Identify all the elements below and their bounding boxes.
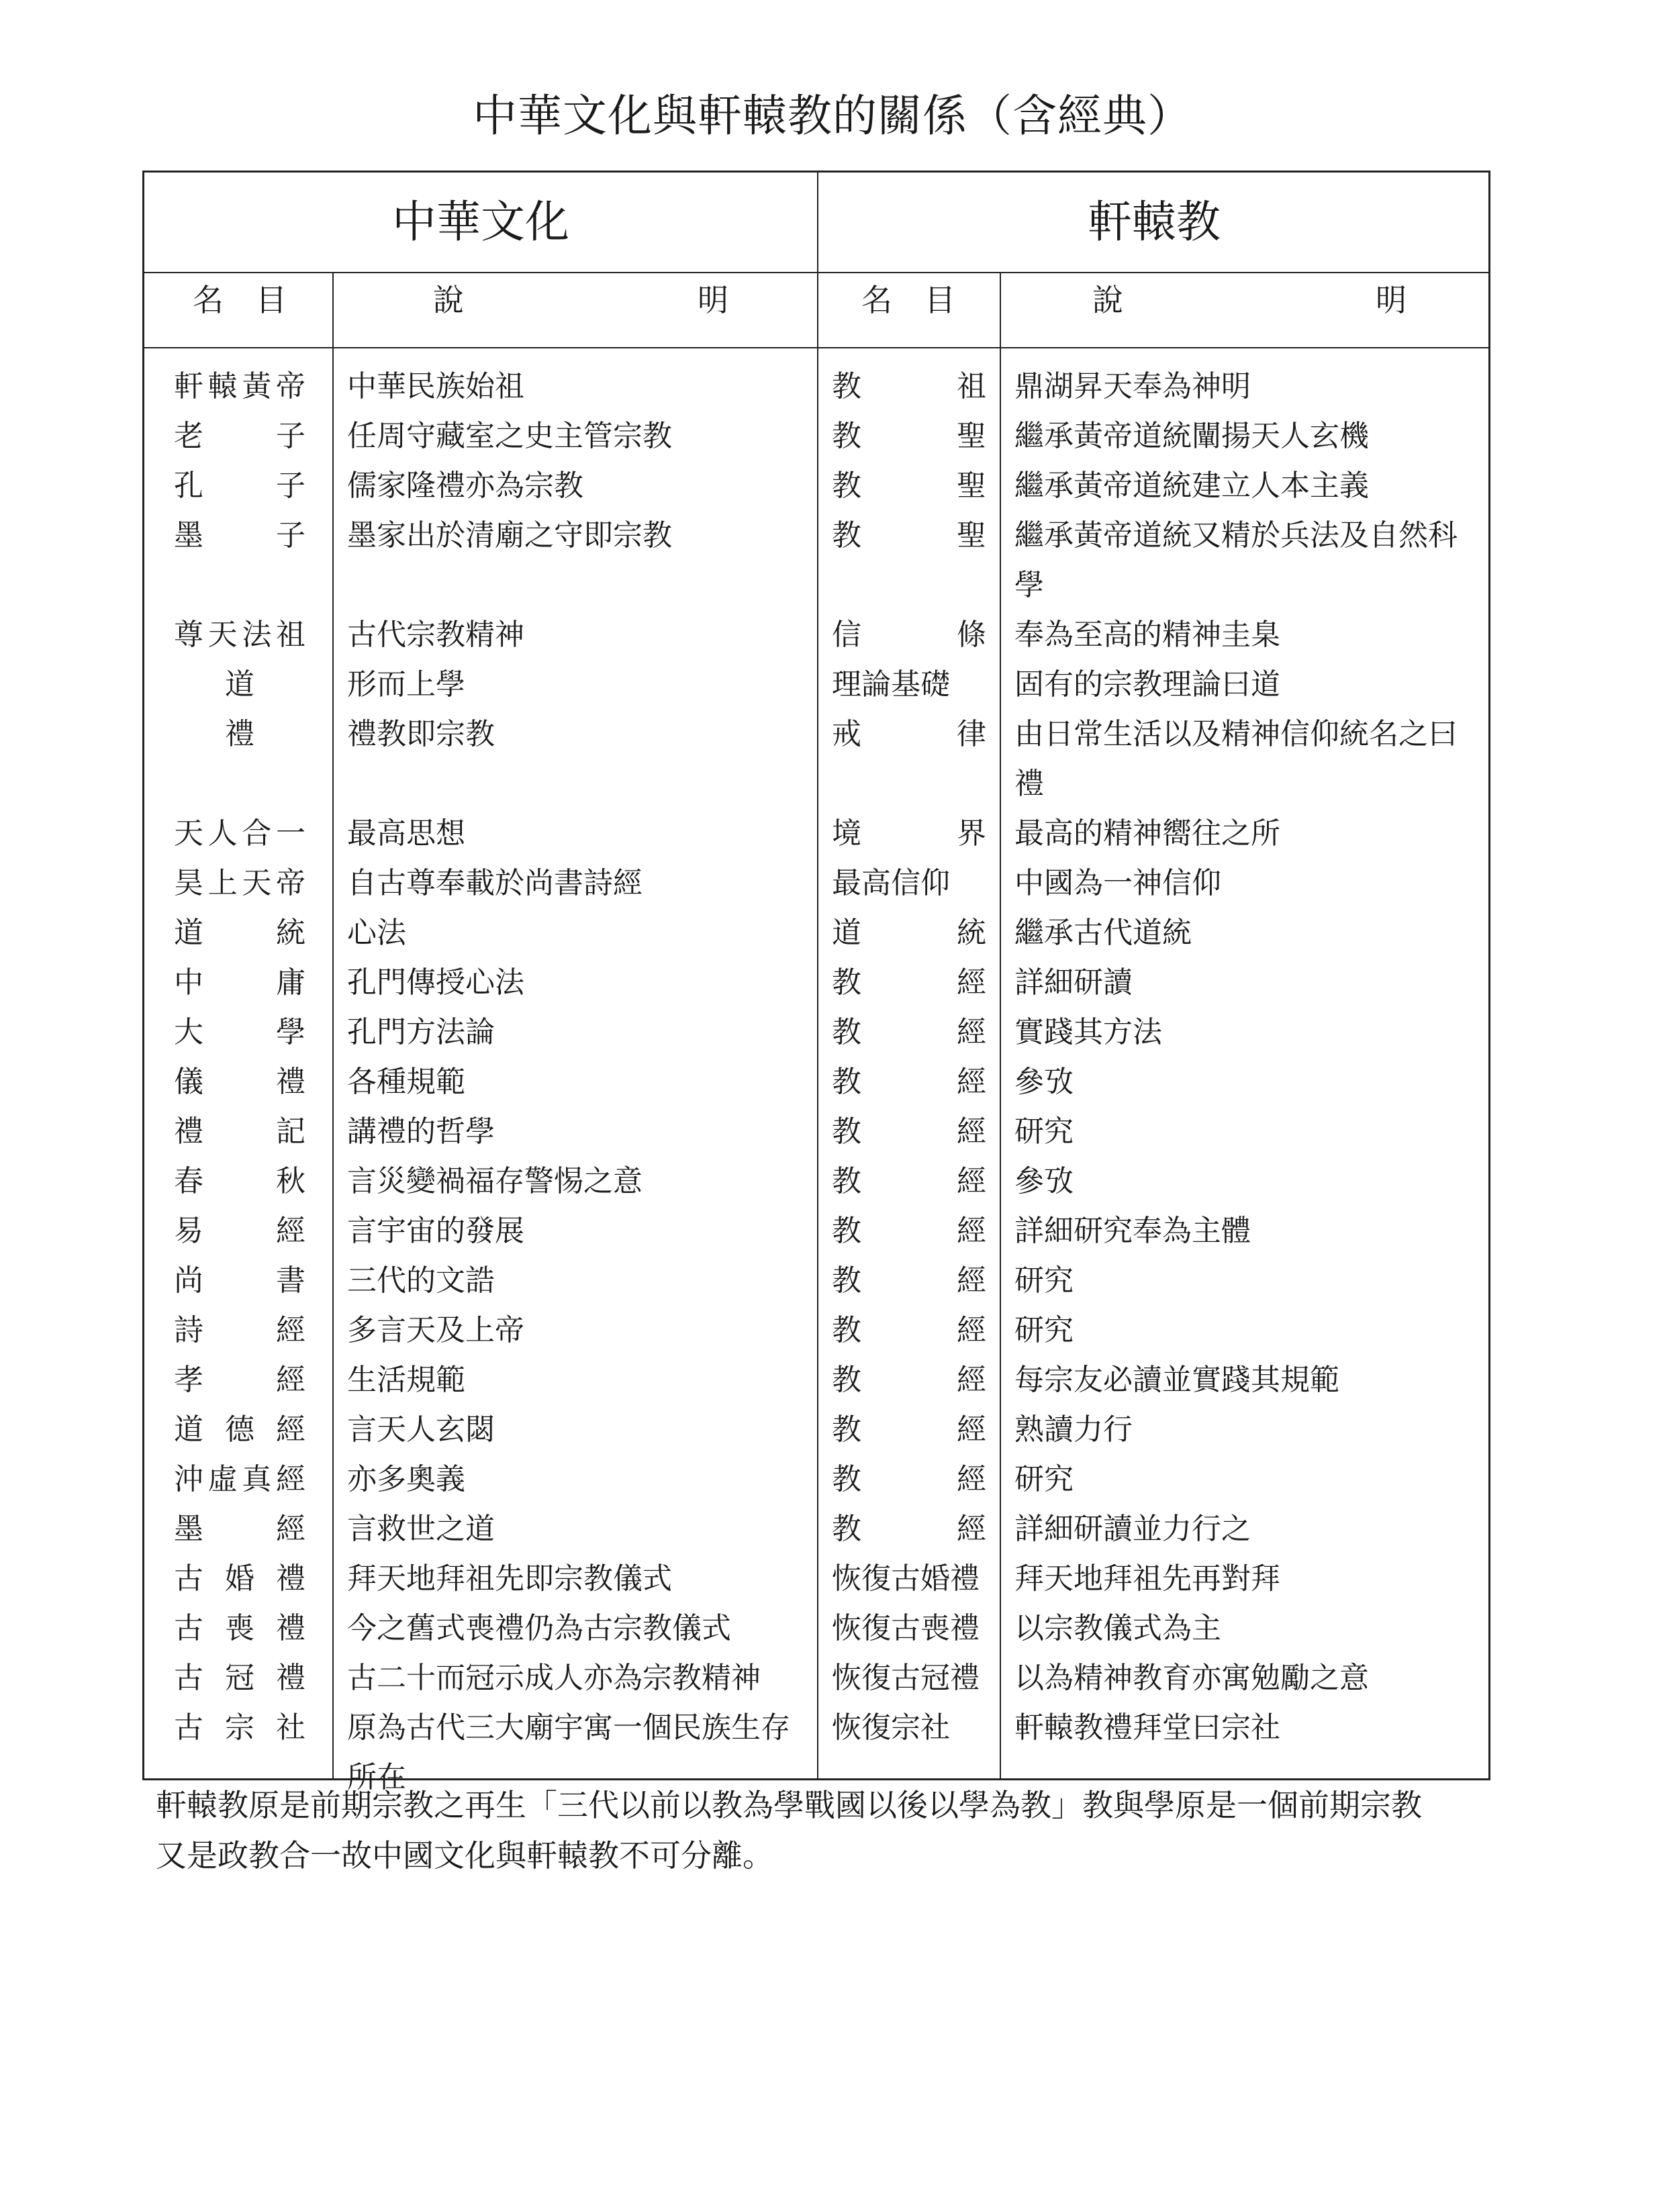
right-desc-cell: 詳細研讀 (1014, 965, 1133, 1000)
left-desc-cell: 墨家出於清廟之守即宗教 (347, 518, 672, 552)
left-desc-cell: 自古尊奉載於尚書詩經 (347, 866, 643, 900)
right-name-cell (832, 1405, 986, 1455)
right-name-cell-char: 律 (957, 717, 986, 751)
right-name-cell (832, 412, 986, 461)
right-name-cell: 恢復宗社 (832, 1711, 950, 1745)
right-desc-header (1092, 273, 1407, 347)
left-name-cell-char: 天 (242, 866, 272, 900)
right-name-cell (832, 809, 986, 859)
right-name-cell-char: 經 (957, 1462, 986, 1496)
left-desc-cell: 拜天地拜祖先即宗教儀式 (347, 1561, 672, 1596)
col-desc-char: 明 (698, 282, 728, 318)
right-name-cell (832, 1355, 986, 1405)
left-name-cell (174, 958, 305, 1008)
right-desc-cell: 實踐其方法 (1014, 1015, 1162, 1049)
section-header-xuanyuan: 軒轅教 (1088, 196, 1221, 248)
left-name-cell-char: 墨 (174, 518, 203, 552)
left-name-cell-char: 天 (174, 816, 203, 851)
left-name-cell (174, 809, 305, 859)
right-name-cell (832, 1008, 986, 1057)
left-name-cell (174, 1405, 305, 1455)
right-name-cell-char: 界 (957, 816, 986, 851)
left-name-cell-char: 古 (174, 1711, 203, 1745)
right-name-cell-char: 經 (957, 1015, 986, 1049)
left-desc-cell: 任周守藏室之史主管宗教 (347, 419, 672, 453)
section-header-chinese-culture: 中華文化 (392, 196, 569, 248)
right-name-cell (832, 1306, 986, 1355)
left-name-cell-char: 尚 (174, 1263, 203, 1298)
left-desc-cell: 孔門傳授心法 (347, 965, 524, 1000)
left-name-cell-char: 易 (174, 1214, 203, 1248)
right-desc-cell: 繼承黃帝道統又精於兵法及自然科 (1014, 518, 1458, 552)
left-name-cell (174, 1504, 305, 1554)
left-name-cell (174, 1306, 305, 1355)
left-name-cell-char: 經 (275, 1462, 305, 1496)
right-name-cell-char: 祖 (957, 369, 986, 403)
right-desc-cell: 拜天地拜祖先再對拜 (1014, 1561, 1280, 1596)
left-desc-cell: 多言天及上帝 (347, 1313, 524, 1347)
left-name-cell (174, 1355, 305, 1405)
right-name-cell-char: 教 (832, 1412, 861, 1447)
right-desc-cell: 以宗教儀式為主 (1014, 1611, 1221, 1645)
right-desc-cell: 以為精神教育亦寓勉勵之意 (1014, 1661, 1369, 1695)
right-name-cell-char: 統 (957, 916, 986, 950)
right-desc-cell: 每宗友必讀並實踐其規範 (1014, 1363, 1339, 1397)
left-name-cell (174, 461, 305, 511)
col-name-char: 目 (924, 282, 955, 318)
left-name-cell-char: 古 (174, 1611, 203, 1645)
left-name-cell-char: 一 (275, 816, 305, 851)
left-name-cell-char: 喪 (225, 1611, 254, 1645)
left-name-cell-char: 黃 (242, 369, 272, 403)
right-desc-cell: 研究 (1014, 1462, 1074, 1496)
left-name-cell-char: 子 (276, 419, 305, 453)
left-name-header (193, 273, 287, 347)
left-name-cell-char: 軒 (174, 369, 203, 403)
right-name-cell-char: 教 (832, 965, 861, 1000)
right-desc-cell: 固有的宗教理論曰道 (1014, 667, 1280, 702)
right-desc-cell: 詳細研讀並力行之 (1014, 1512, 1251, 1546)
col-name-char: 名 (193, 282, 224, 318)
right-name-cell (832, 1256, 986, 1306)
left-name-cell (174, 1604, 305, 1653)
left-name-cell (174, 1206, 305, 1256)
left-name-cell-char: 合 (242, 816, 272, 851)
left-desc-cell: 各種規範 (347, 1065, 465, 1099)
footer-note (156, 1780, 1498, 1881)
left-desc-cell: 中華民族始祖 (347, 369, 524, 403)
left-name-cell-char: 昊 (174, 866, 203, 900)
right-name-cell-char: 教 (832, 469, 861, 503)
right-name-cell-char: 教 (832, 1114, 861, 1149)
right-desc-cell: 研究 (1014, 1263, 1074, 1298)
right-name-cell-char: 教 (832, 1512, 861, 1546)
left-name-cell (174, 511, 305, 561)
right-name-cell-char: 教 (832, 1015, 861, 1049)
left-desc-cell: 言天人玄閟 (347, 1412, 495, 1447)
right-name-cell-char: 經 (957, 1214, 986, 1248)
right-name-cell: 恢復古冠禮 (832, 1661, 980, 1695)
left-desc-cell: 禮教即宗教 (347, 717, 495, 751)
left-name-cell-char: 墨 (174, 1512, 203, 1546)
left-desc-cell: 言宇宙的發展 (347, 1214, 524, 1248)
right-desc-cell: 研究 (1014, 1313, 1074, 1347)
left-name-cell-char: 帝 (275, 866, 305, 900)
left-name-cell (174, 1653, 305, 1703)
right-name-cell-char: 教 (832, 1363, 861, 1397)
left-name-cell-char: 古 (174, 1561, 203, 1596)
right-name-cell (832, 710, 986, 759)
right-desc-cell: 繼承黃帝道統闡揚天人玄機 (1014, 419, 1369, 453)
right-name-cell-char: 教 (832, 1462, 861, 1496)
left-name-cell (174, 1256, 305, 1306)
left-desc-cell: 言災變禍福存警惕之意 (347, 1164, 643, 1198)
col-name-char: 目 (256, 282, 287, 318)
left-name-cell-char: 上 (207, 866, 238, 900)
right-name-cell: 理論基礎 (832, 667, 950, 702)
right-name-cell-char: 經 (957, 1065, 986, 1099)
right-name-cell-char: 教 (832, 419, 861, 453)
right-desc-cell: 熟讀力行 (1014, 1412, 1133, 1447)
column-header-rule (144, 347, 1488, 348)
left-name-cell-char: 經 (276, 1313, 305, 1347)
left-name-cell (174, 1455, 305, 1504)
left-name-cell-char: 大 (174, 1015, 203, 1049)
left-name-cell-char: 社 (276, 1711, 305, 1745)
left-desc-cell: 生活規範 (347, 1363, 465, 1397)
left-name-cell-char: 經 (276, 1512, 305, 1546)
left-desc-cell: 古二十而冠示成人亦為宗教精神 (347, 1661, 761, 1695)
right-name-cell: 最高信仰 (832, 866, 950, 900)
right-name-cell (832, 1057, 986, 1107)
left-name-cell-char: 禮 (174, 1114, 203, 1149)
left-name-cell-char: 沖 (174, 1462, 203, 1496)
left-name-cell (174, 362, 305, 412)
center-divider (817, 173, 818, 1778)
left-name-cell-char: 禮 (276, 1661, 305, 1695)
right-desc-cell: 研究 (1014, 1114, 1074, 1149)
left-desc-cell: 最高思想 (347, 816, 465, 851)
right-name-cell (832, 610, 986, 660)
left-name-cell-char: 冠 (225, 1661, 254, 1695)
right-name-cell-char: 教 (832, 1164, 861, 1198)
right-name-cell-char: 教 (832, 1214, 861, 1248)
col-name-char: 名 (861, 282, 892, 318)
left-name-cell-char: 經 (276, 1214, 305, 1248)
left-desc-cell: 今之舊式喪禮仍為古宗教儀式 (347, 1611, 731, 1645)
left-name-cell (174, 1703, 305, 1753)
right-name-cell-char: 經 (957, 965, 986, 1000)
left-name-cell-char: 禮 (276, 1065, 305, 1099)
left-desc-cell: 古代宗教精神 (347, 618, 524, 652)
right-name-cell-char: 條 (957, 618, 986, 652)
left-name-cell-char: 德 (225, 1412, 254, 1447)
left-name-cell (174, 1157, 305, 1206)
left-name-cell-char: 秋 (276, 1164, 305, 1198)
right-name-cell (832, 1455, 986, 1504)
right-name-cell-char: 教 (832, 1263, 861, 1298)
right-desc-cell: 參攷 (1014, 1065, 1074, 1099)
left-desc-cell: 三代的文誥 (347, 1263, 495, 1298)
left-col-divider (332, 272, 334, 1778)
right-col-divider (1000, 272, 1001, 1778)
left-name-cell-char: 老 (174, 419, 203, 453)
left-name-cell-char: 真 (242, 1462, 272, 1496)
left-name-cell-char: 經 (276, 1363, 305, 1397)
left-name-cell-char: 道 (174, 916, 203, 950)
right-name-cell: 恢復古婚禮 (832, 1561, 980, 1596)
left-name-cell: 道 (225, 667, 254, 702)
left-name-cell-char: 祖 (275, 618, 305, 652)
left-name-cell-char: 禮 (276, 1561, 305, 1596)
left-name-cell-char: 尊 (174, 618, 203, 652)
right-name-cell-char: 經 (957, 1363, 986, 1397)
left-desc-header (433, 273, 728, 347)
right-desc-cell-cont: 學 (1014, 568, 1044, 602)
left-name-cell-char: 經 (276, 1412, 305, 1447)
left-name-cell-char: 統 (276, 916, 305, 950)
right-desc-cell: 奉為至高的精神圭臬 (1014, 618, 1280, 652)
left-name-cell-char: 儀 (174, 1065, 203, 1099)
left-name-cell (174, 1107, 305, 1157)
left-name-cell (174, 412, 305, 461)
left-name-cell-char: 子 (276, 518, 305, 552)
left-name-cell (174, 1008, 305, 1057)
right-name-cell (832, 1504, 986, 1554)
right-name-cell-char: 教 (832, 1313, 861, 1347)
left-name-cell-char: 虛 (207, 1462, 238, 1496)
left-name-cell-char: 轅 (207, 369, 238, 403)
right-name-cell-char: 經 (957, 1313, 986, 1347)
left-name-cell-char: 古 (174, 1661, 203, 1695)
right-name-cell-char: 經 (957, 1512, 986, 1546)
left-desc-cell: 心法 (347, 916, 406, 950)
right-desc-cell: 繼承黃帝道統建立人本主義 (1014, 469, 1369, 503)
left-desc-cell: 原為古代三大廟宇寓一個民族生存 (347, 1711, 790, 1745)
left-name-cell-char: 人 (207, 816, 238, 851)
left-name-cell-char: 天 (207, 618, 238, 652)
right-name-cell (832, 511, 986, 561)
right-name-cell-char: 經 (957, 1114, 986, 1149)
right-desc-cell: 鼎湖昇天奉為神明 (1014, 369, 1251, 403)
left-name-cell-char: 婚 (225, 1561, 254, 1596)
right-desc-cell: 詳細研究奉為主體 (1014, 1214, 1251, 1248)
left-desc-cell: 形而上學 (347, 667, 465, 702)
right-name-cell-char: 經 (957, 1164, 986, 1198)
comparison-table (142, 171, 1490, 1794)
right-desc-cell: 繼承古代道統 (1014, 916, 1192, 950)
left-desc-cell-cont: 所在 (347, 1760, 406, 1794)
left-name-cell-char: 孔 (174, 469, 203, 503)
right-name-cell-char: 戒 (832, 717, 861, 751)
right-desc-cell-cont: 禮 (1014, 767, 1044, 801)
left-name-cell-char: 學 (276, 1015, 305, 1049)
right-name-cell (832, 362, 986, 412)
right-name-cell: 恢復古喪禮 (832, 1611, 980, 1645)
right-name-cell-char: 教 (832, 1065, 861, 1099)
left-name-cell (174, 859, 305, 908)
right-name-cell-char: 聖 (957, 469, 986, 503)
col-desc-char: 明 (1376, 282, 1407, 318)
right-name-cell-char: 境 (832, 816, 861, 851)
right-desc-cell: 最高的精神嚮往之所 (1014, 816, 1280, 851)
left-name-cell (174, 610, 305, 660)
left-name-cell-char: 法 (242, 618, 272, 652)
page-title: 中華文化與軒轅教的關係（含經典） (473, 90, 1192, 142)
left-name-cell-char: 中 (174, 965, 203, 1000)
left-desc-cell: 言救世之道 (347, 1512, 495, 1546)
right-desc-cell: 軒轅教禮拜堂曰宗社 (1014, 1711, 1280, 1745)
right-name-cell (832, 1107, 986, 1157)
left-desc-cell: 亦多奧義 (347, 1462, 465, 1496)
right-desc-cell: 中國為一神信仰 (1014, 866, 1221, 900)
col-desc-char: 說 (433, 282, 464, 318)
left-name-cell-char: 宗 (225, 1711, 254, 1745)
right-name-cell (832, 908, 986, 958)
left-name-cell-char: 庸 (276, 965, 305, 1000)
col-desc-char: 說 (1092, 282, 1123, 318)
left-name-cell-char: 孝 (174, 1363, 203, 1397)
left-name-cell-char: 春 (174, 1164, 203, 1198)
left-desc-cell: 孔門方法論 (347, 1015, 495, 1049)
left-name-cell (174, 908, 305, 958)
left-name-cell-char: 道 (174, 1412, 203, 1447)
left-name-cell-char: 書 (276, 1263, 305, 1298)
left-desc-cell: 儒家隆禮亦為宗教 (347, 469, 583, 503)
left-name-cell-char: 子 (276, 469, 305, 503)
left-desc-cell: 講禮的哲學 (347, 1114, 495, 1149)
left-name-cell-char: 詩 (174, 1313, 203, 1347)
right-name-cell-char: 經 (957, 1412, 986, 1447)
footer-line-2: 又是政教合一故中國文化與軒轅教不可分離。 (156, 1837, 773, 1874)
right-name-cell-char: 信 (832, 618, 861, 652)
right-name-cell (832, 958, 986, 1008)
right-name-cell-char: 道 (832, 916, 861, 950)
right-name-cell (832, 1157, 986, 1206)
right-name-cell (832, 461, 986, 511)
right-name-header (861, 273, 955, 347)
left-name-cell-char: 帝 (275, 369, 305, 403)
left-name-cell: 禮 (225, 717, 254, 751)
footer-line-1: 軒轅教原是前期宗教之再生「三代以前以教為學戰國以後以學為教」教與學原是一個前期宗教 (156, 1787, 1422, 1823)
left-name-cell-char: 記 (276, 1114, 305, 1149)
right-name-cell-char: 聖 (957, 518, 986, 552)
right-name-cell (832, 1206, 986, 1256)
right-desc-cell: 參攷 (1014, 1164, 1074, 1198)
right-name-cell-char: 教 (832, 518, 861, 552)
left-name-cell (174, 1554, 305, 1604)
right-name-cell-char: 聖 (957, 419, 986, 453)
left-name-cell (174, 1057, 305, 1107)
right-name-cell-char: 教 (832, 369, 861, 403)
right-name-cell-char: 經 (957, 1263, 986, 1298)
left-name-cell-char: 禮 (276, 1611, 305, 1645)
right-desc-cell: 由日常生活以及精神信仰統名之曰 (1014, 717, 1458, 751)
